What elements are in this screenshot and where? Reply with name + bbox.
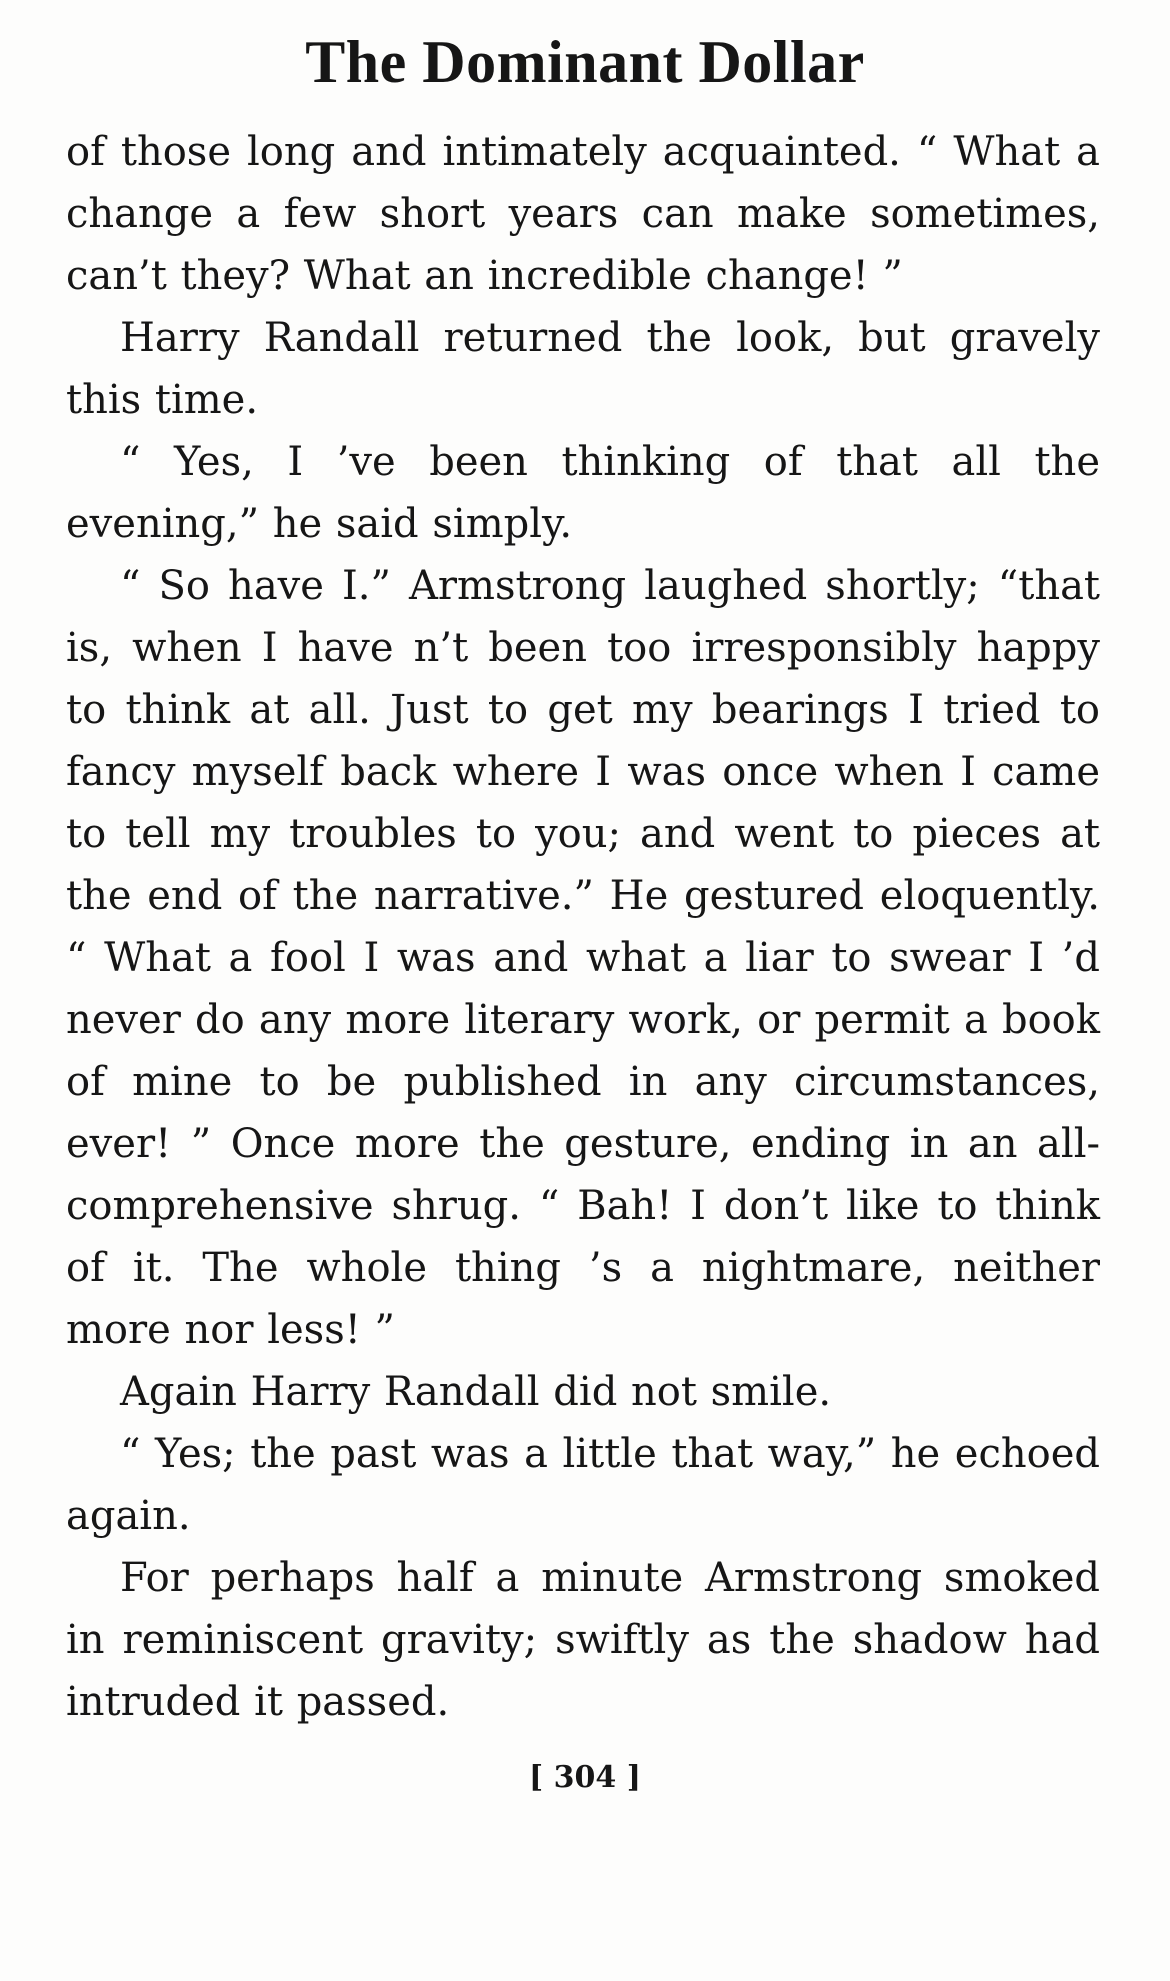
paragraph: For perhaps half a minute Armstrong smoked in reminiscent gravity; swiftly as the shadow had intruded it passed. bbox=[66, 1555, 1100, 1725]
running-head: The Dominant Dollar bbox=[305, 29, 865, 95]
paragraph: “ So have I.” Armstrong laughed shortly; “that is, when I have n’t been too irresponsibly happy to think at all. Just to get my bearings I tried to fancy myself back where I was once when I came to tell my troubles to you; and went to pieces at the end of the narrative.” He gestured eloquently. “ What a fool I was and what a liar to swear I ’d never do any more literary work, or permit a book of mine to be published in any circumstances, ever! ” Once more the gesture, ending in an all-comprehensive shrug. “ Bah! I don’t like to think of it. The whole thing ’s a nightmare, neither more nor less! ” bbox=[66, 563, 1100, 1353]
paragraph: of those long and intimately acquainted. “ What a change a few short years can make sometimes, can’t they? What an incredible change! ” bbox=[66, 129, 1100, 299]
body-text bbox=[66, 121, 1100, 1733]
page-number: [ 304 ] bbox=[529, 1760, 641, 1795]
paragraph: “ Yes; the past was a little that way,” he echoed again. bbox=[66, 1431, 1100, 1539]
paragraph: Harry Randall returned the look, but gravely this time. bbox=[66, 315, 1100, 423]
paragraph: “ Yes, I ’ve been thinking of that all the evening,” he said simply. bbox=[66, 439, 1100, 547]
paragraph: Again Harry Randall did not smile. bbox=[120, 1369, 832, 1415]
